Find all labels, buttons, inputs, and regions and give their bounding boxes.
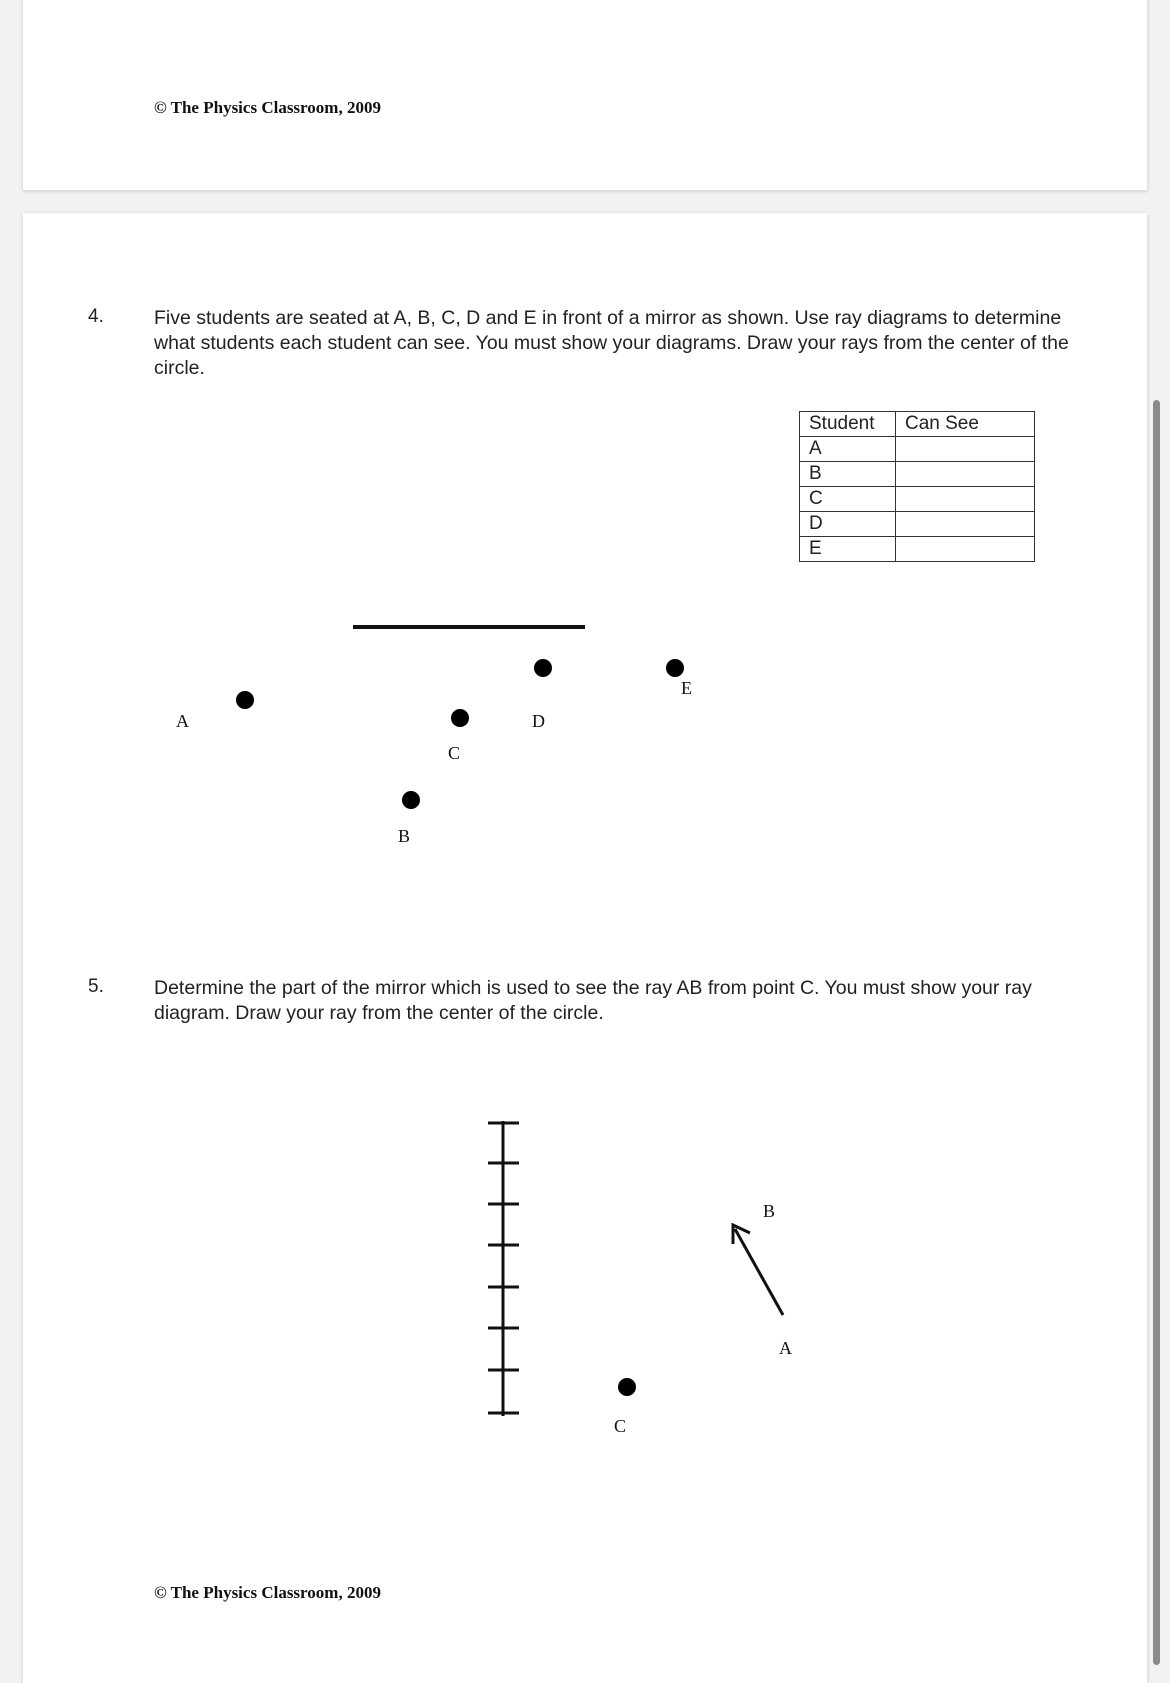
scrollbar[interactable] [1153, 400, 1160, 1665]
student-cell: B [800, 462, 896, 487]
student-e-dot [666, 659, 684, 677]
label-c: C [448, 743, 461, 763]
label-a: A [779, 1338, 792, 1358]
question-4-text: Five students are seated at A, B, C, D and E in front of a mirror as shown. Use ray diagrams to determine what students each student can see. You must show your diagrams. Draw your rays from the center of the circle. [154, 307, 1069, 379]
diagrams-svg [23, 213, 1147, 1683]
page-main [23, 213, 1147, 1683]
label-d: D [532, 711, 545, 731]
label-b: B [763, 1201, 776, 1221]
label-b: B [398, 826, 411, 846]
label-c: C [614, 1416, 627, 1436]
point-c-dot [618, 1378, 636, 1396]
student-cell: D [800, 512, 896, 537]
student-cell: A [800, 437, 896, 462]
student-b-dot [402, 791, 420, 809]
student-cell: C [800, 487, 896, 512]
student-a-dot [236, 691, 254, 709]
student-column-header: Student [800, 412, 896, 437]
question-5-text: Determine the part of the mirror which is used to see the ray AB from point C. You must show your ray diagram. Draw your ray from the center of the circle. [154, 977, 1032, 1024]
question-5-number: 5. [88, 976, 104, 997]
mirror-scale [488, 1121, 519, 1416]
question-4-number: 4. [88, 306, 104, 327]
copyright-footer: © The Physics Classroom, 2009 [154, 98, 381, 117]
student-c-dot [451, 709, 469, 727]
student-cell: E [800, 537, 896, 562]
can-see-column-header: Can See [896, 412, 1035, 437]
question-5-figure [488, 1121, 792, 1436]
ray-ab-arrow [733, 1225, 783, 1315]
label-a: A [176, 711, 189, 731]
copyright-footer: © The Physics Classroom, 2009 [154, 1583, 381, 1602]
label-e: E [681, 678, 692, 698]
question-4-figure [176, 627, 692, 846]
student-d-dot [534, 659, 552, 677]
page-top [23, 0, 1147, 190]
